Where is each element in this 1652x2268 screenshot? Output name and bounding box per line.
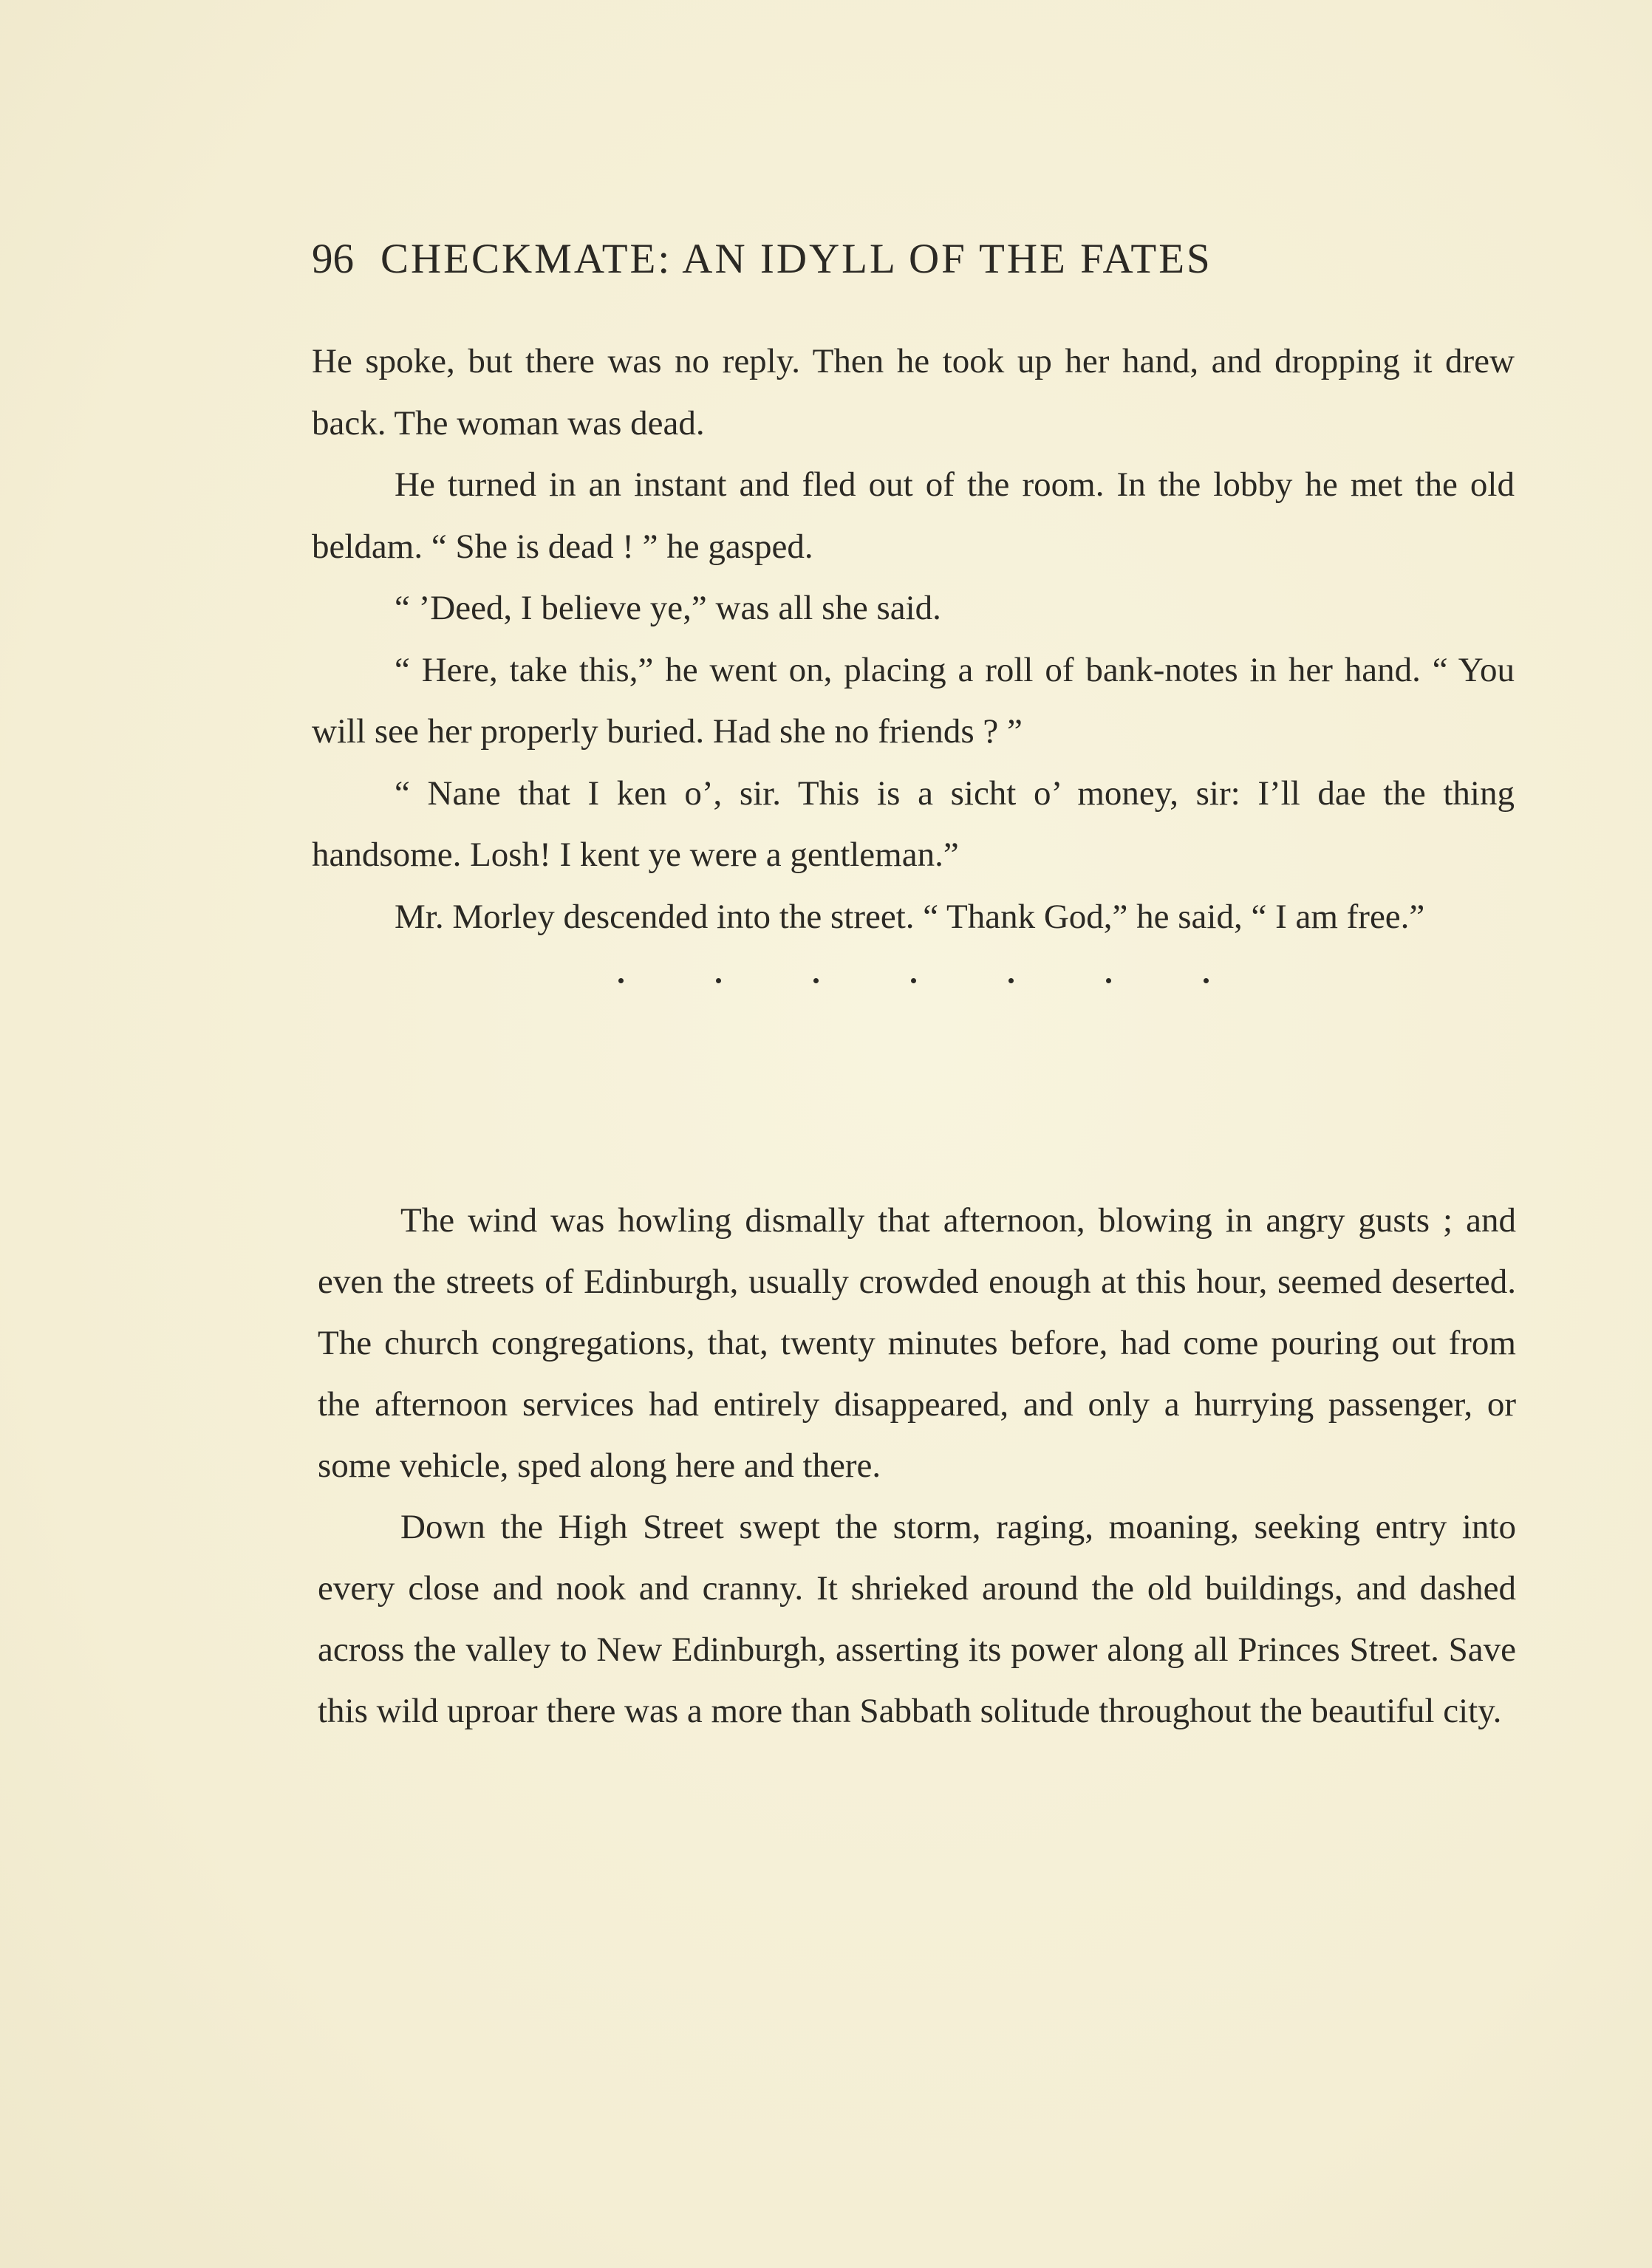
text-block-upper [312, 331, 1515, 1013]
running-head [312, 235, 1390, 294]
section-break-dot [1204, 978, 1209, 983]
section-break-dot [1008, 978, 1014, 983]
paragraph: The wind was howling dismally that afternoon, blowing in angry gusts ; and even the streets of Edinburgh, usually crowded enough at this hour, seemed deserted. The church congregations, that, twenty minutes before, had come pouring out from the afternoon services had entirely disappeared, and only a hurrying passenger, or some vehicle, sped along here and there. [318, 1201, 1516, 1485]
paragraph: “ ’Deed, I believe ye,” was all she said. [395, 589, 941, 627]
section-break-dot [911, 978, 916, 983]
running-title: CHECKMATE: AN IDYLL OF THE FATES [380, 236, 1212, 282]
paragraph: He spoke, but there was no reply. Then he took up her hand, and dropping it drew back. The woman was dead. [312, 342, 1515, 443]
paragraph: He turned in an instant and fled out of the room. In the lobby he met the old beldam. “ She is dead ! ” he gasped. [312, 465, 1515, 566]
paragraph: “ Here, take this,” he went on, placing a roll of bank-notes in her hand. “ You will see her properly buried. Had she no friends ? ” [312, 650, 1515, 751]
section-break-dot [813, 978, 819, 983]
paragraph: “ Nane that I ken o’, sir. This is a sicht o’ money, sir: I’ll dae the thing handsome. Losh! I kent ye were a gentleman.” [312, 773, 1515, 874]
paragraph: Mr. Morley descended into the street. “ Thank God,” he said, “ I am free.” [395, 897, 1425, 936]
section-break-dot [618, 978, 624, 983]
section-break-dot [716, 978, 721, 983]
section-break [312, 948, 1515, 1013]
section-break-dot [1106, 978, 1111, 983]
text-block-lower [318, 1190, 1516, 1742]
page-number: 96 [312, 236, 354, 282]
paragraph: Down the High Street swept the storm, raging, moaning, seeking entry into every close and nook and cranny. It shrieked around the old buildings, and dashed across the valley to New Edinburgh, asserting its power along all Princes Street. Save this wild uproar there was a more than Sabbath solitude throughout the beautiful city. [318, 1508, 1516, 1730]
